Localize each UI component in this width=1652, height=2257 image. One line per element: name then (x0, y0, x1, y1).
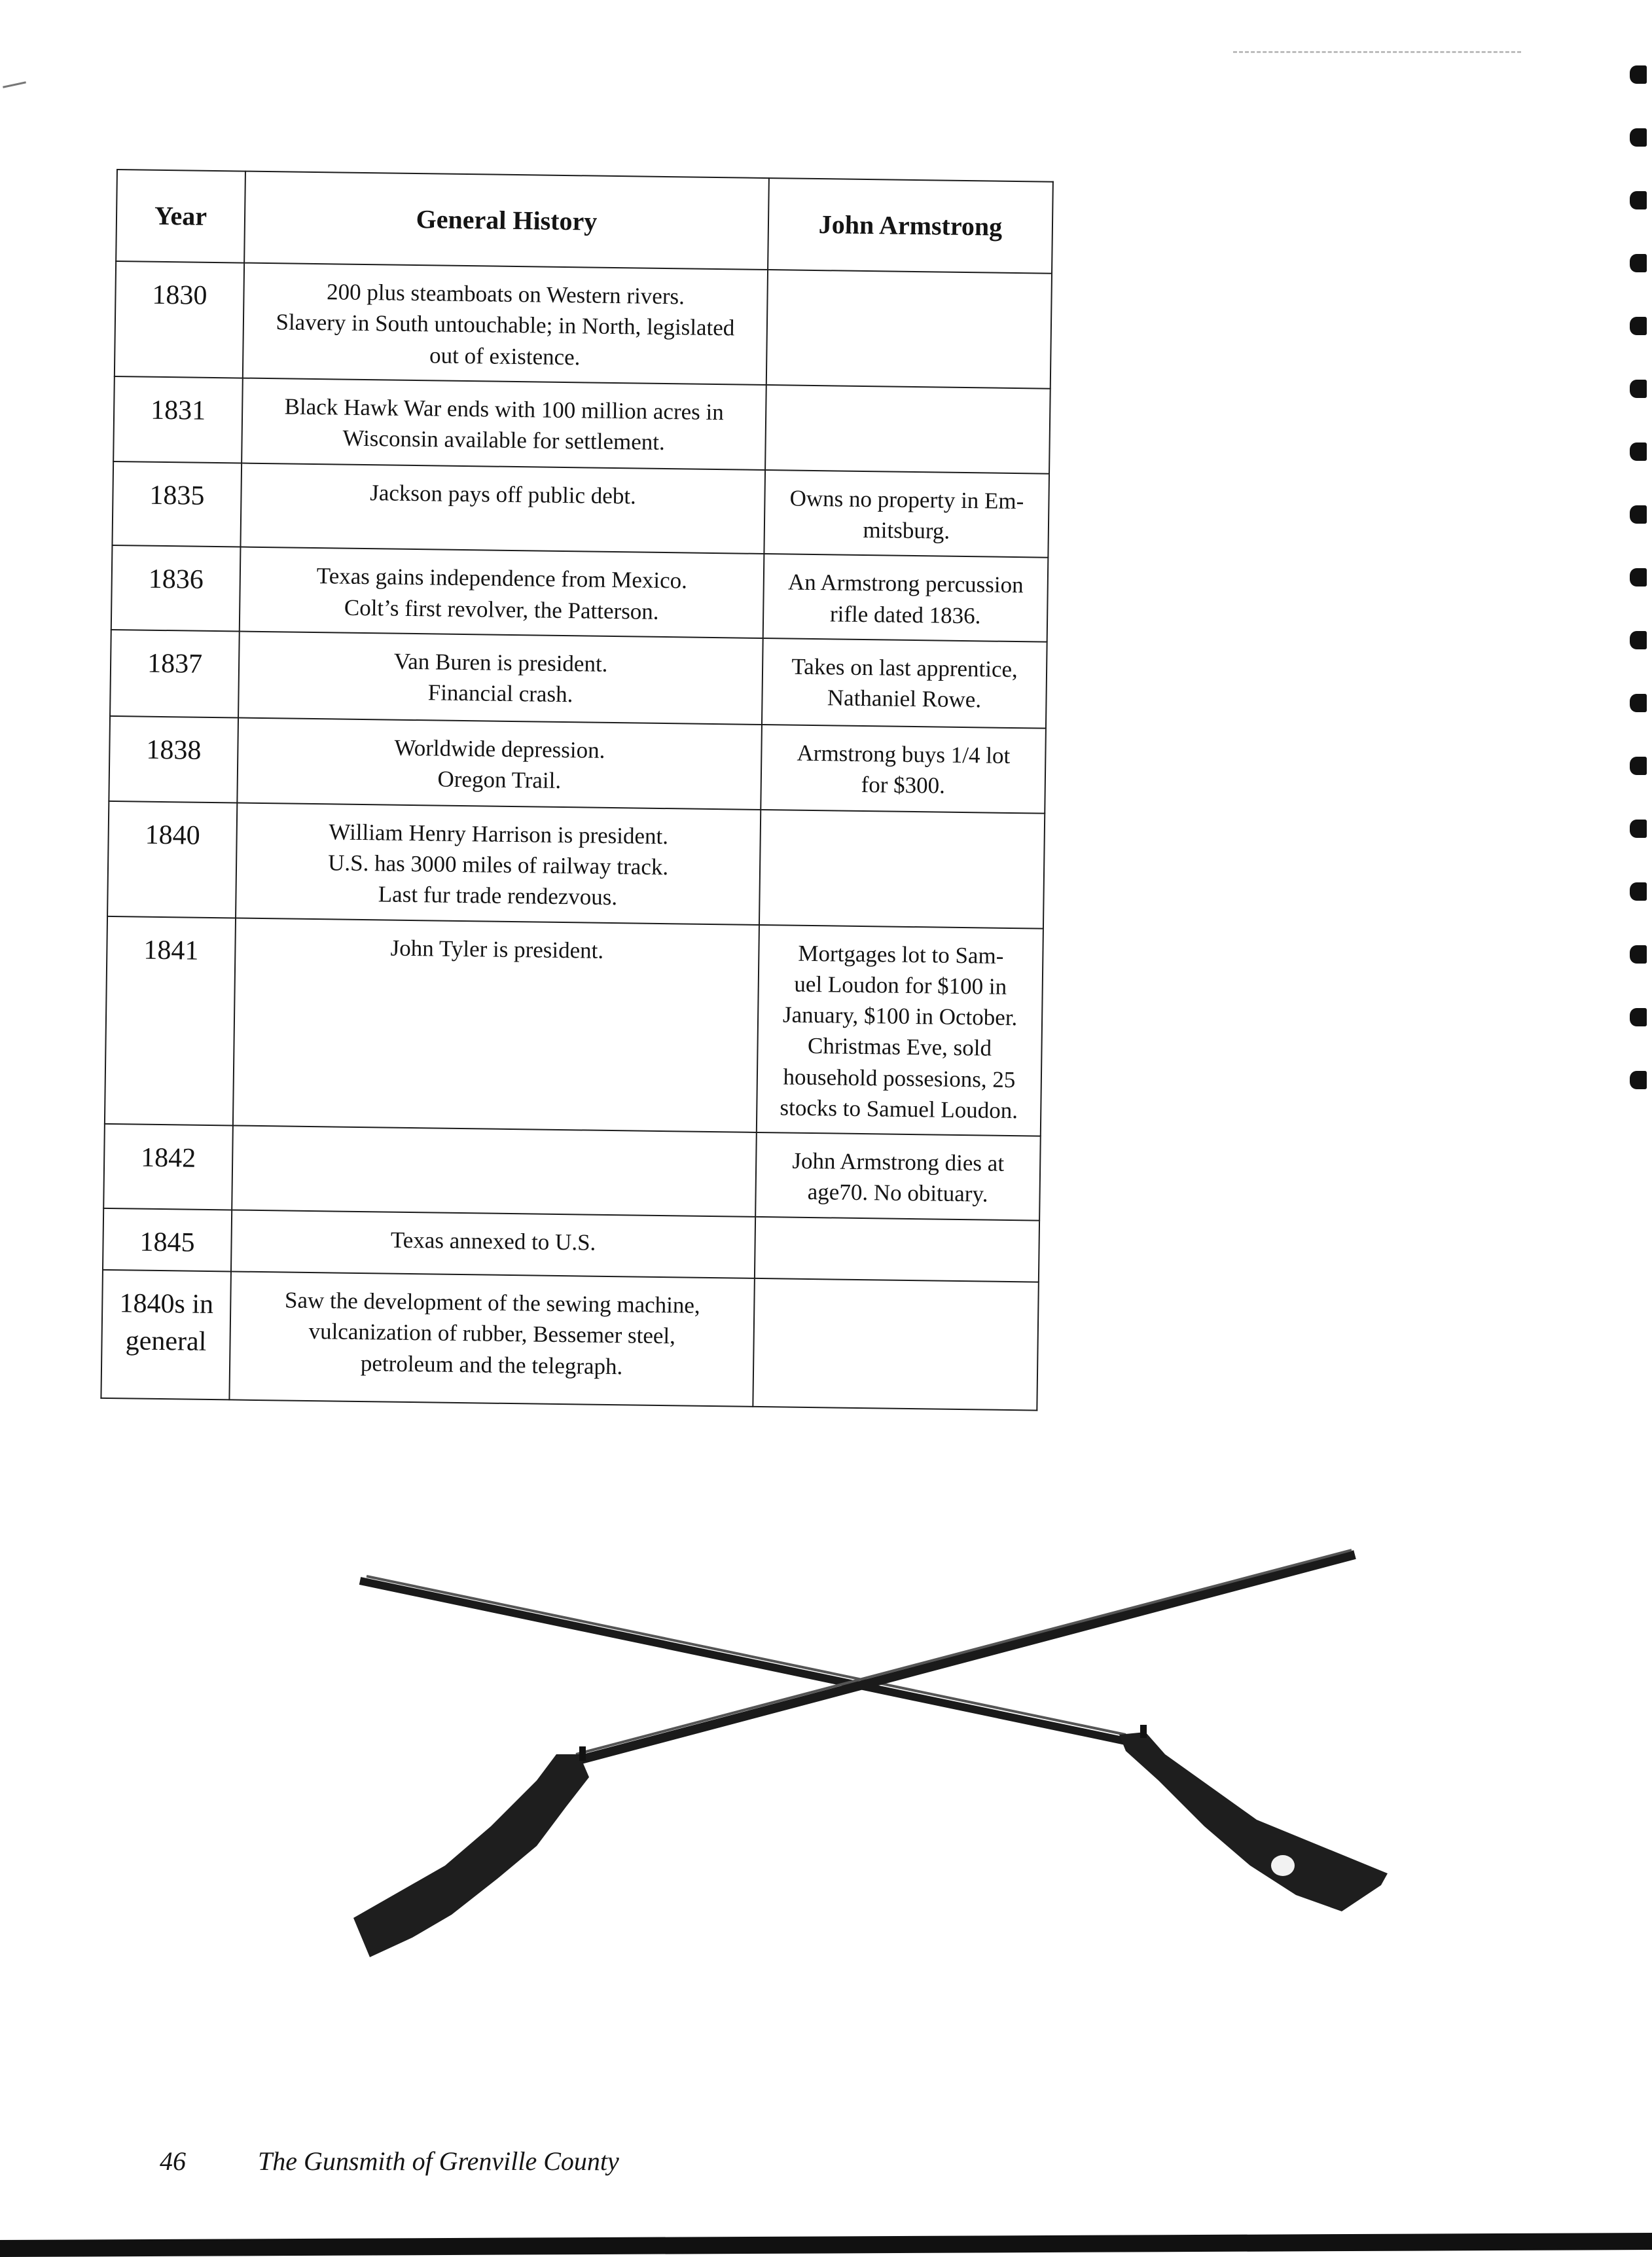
year-cell: 1840 (107, 801, 237, 918)
year-cell: 1840s in general (101, 1270, 231, 1400)
year-cell: 1845 (103, 1208, 232, 1271)
general-history-cell (240, 547, 764, 638)
year-cell: 1837 (110, 630, 240, 718)
john-armstrong-cell (764, 470, 1049, 558)
binder-hole-mark (1630, 945, 1647, 964)
binder-hole-mark (1630, 1008, 1647, 1026)
cell-text-line: uel Loudon for $100 in (794, 971, 1007, 1000)
header-year: Year (116, 170, 245, 263)
cell-text-line: Jackson pays off public debt. (369, 479, 637, 509)
john-armstrong-cell (763, 554, 1049, 641)
cell-text-line: Black Hawk War ends with 100 million acres in (284, 393, 725, 425)
cell-text-line: petroleum and the telegraph. (360, 1350, 623, 1379)
scan-artifact-top (1233, 51, 1521, 56)
binder-hole-mark (1630, 65, 1647, 84)
john-armstrong-cell (759, 810, 1045, 928)
general-history-cell (236, 803, 761, 924)
cell-text-line: age70. No obituary. (807, 1179, 988, 1207)
table-header-row (116, 170, 1053, 274)
general-history-cell (242, 378, 766, 469)
crossed-rifles-illustration (340, 1538, 1388, 1996)
binder-hole-mark (1630, 631, 1647, 649)
general-history-cell (240, 463, 765, 554)
table-row (107, 801, 1045, 928)
year-cell: 1831 (113, 376, 243, 463)
john-armstrong-cell (753, 1278, 1039, 1411)
year-cell: 1838 (109, 716, 238, 803)
john-armstrong-cell (757, 924, 1043, 1136)
binder-hole-mark (1630, 505, 1647, 524)
binder-hole-mark (1630, 757, 1647, 775)
cell-text-line: for $300. (861, 771, 946, 799)
cell-text-line: Nathaniel Rowe. (827, 685, 982, 713)
cell-text-line: Colt’s first revolver, the Patterson. (344, 594, 659, 624)
cell-text-line: Financial crash. (427, 679, 573, 708)
general-history-cell (233, 918, 759, 1132)
table-row (115, 261, 1052, 388)
cell-text-line: Mortgages lot to Sam- (798, 940, 1004, 969)
table-row (113, 376, 1050, 474)
binder-hole-mark (1630, 128, 1647, 147)
general-history-cell (238, 631, 763, 724)
cell-text-line: Texas gains independence from Mexico. (316, 563, 688, 594)
cell-text-line: January, $100 in October. (782, 1002, 1018, 1031)
table-row (105, 916, 1043, 1136)
cell-text-line: Worldwide depression. (394, 734, 605, 763)
year-cell: 1830 (115, 261, 244, 378)
cell-text-line: Owns no property in Em- (789, 485, 1024, 514)
cell-text-line: Armstrong buys 1/4 lot (797, 740, 1011, 768)
cell-text-line: Takes on last apprentice, (791, 653, 1018, 682)
page-number: 46 (160, 2146, 186, 2176)
table-row (103, 1124, 1041, 1220)
year-cell: 1835 (112, 461, 242, 547)
binder-hole-mark (1630, 882, 1647, 901)
binder-holes (1613, 39, 1652, 1152)
page-footer (160, 2146, 619, 2176)
binder-hole-mark (1630, 1071, 1647, 1089)
general-history-cell (237, 717, 762, 809)
cell-text-line: 200 plus steamboats on Western rivers. (326, 279, 685, 310)
general-history-cell (229, 1272, 754, 1407)
scan-bottom-edge (0, 2233, 1652, 2257)
timeline-table (100, 169, 1053, 1411)
binder-hole-mark (1630, 317, 1647, 335)
cell-text-line: Oregon Trail. (437, 766, 562, 793)
table-row (112, 461, 1049, 558)
header-john-armstrong: John Armstrong (768, 178, 1053, 274)
general-history-cell (231, 1210, 755, 1278)
cell-text-line: rifle dated 1836. (829, 600, 981, 628)
book-title: The Gunsmith of Grenville County (258, 2146, 619, 2176)
cell-text-line: William Henry Harrison is president. (329, 819, 669, 849)
timeline-table-container (100, 169, 1052, 1411)
cell-text-line: Texas annexed to U.S. (390, 1227, 596, 1255)
binder-hole-mark (1630, 380, 1647, 398)
cell-text-line: John Tyler is president. (390, 935, 604, 964)
cell-text-line: Van Buren is president. (393, 648, 608, 677)
table-row (101, 1270, 1038, 1411)
year-cell: 1841 (105, 916, 236, 1125)
general-history-cell (243, 263, 768, 385)
john-armstrong-cell (762, 638, 1047, 729)
john-armstrong-cell (755, 1216, 1039, 1282)
table-row (103, 1208, 1039, 1282)
john-armstrong-cell (765, 385, 1050, 474)
cell-text-line: Wisconsin available for settlement. (342, 425, 666, 456)
table-row (111, 545, 1049, 641)
binder-hole-mark (1630, 254, 1647, 272)
cell-text-line: Last fur trade rendezvous. (378, 881, 618, 911)
binder-hole-mark (1630, 568, 1647, 587)
cell-text-line: mitsburg. (863, 516, 950, 544)
john-armstrong-cell (761, 725, 1046, 814)
header-general-history: General History (244, 172, 769, 270)
john-armstrong-cell (755, 1132, 1041, 1220)
cell-text-line: Saw the development of the sewing machine, (284, 1287, 700, 1319)
table-body (101, 261, 1052, 1411)
scan-artifact-corner (3, 81, 26, 88)
cell-text-line: U.S. has 3000 miles of railway track. (327, 850, 669, 880)
table-row (110, 630, 1047, 729)
year-cell: 1836 (111, 545, 241, 631)
general-history-cell (232, 1125, 757, 1216)
cell-text-line: vulcanization of rubber, Bessemer steel, (308, 1318, 676, 1349)
binder-hole-mark (1630, 820, 1647, 838)
binder-hole-mark (1630, 694, 1647, 712)
binder-hole-mark (1630, 191, 1647, 209)
cell-text-line: Slavery in South untouchable; in North, legislated (276, 309, 735, 341)
year-cell: 1842 (103, 1124, 233, 1210)
binder-hole-mark (1630, 442, 1647, 461)
cell-text-line: out of existence. (429, 342, 581, 370)
cell-text-line: household possesions, 25 (783, 1063, 1016, 1092)
cell-text-line: An Armstrong percussion (787, 569, 1024, 598)
cell-text-line: John Armstrong dies at (792, 1147, 1005, 1176)
john-armstrong-cell (766, 270, 1052, 388)
table-row (109, 716, 1046, 814)
cell-text-line: stocks to Samuel Loudon. (780, 1094, 1018, 1123)
cell-text-line: Christmas Eve, sold (807, 1033, 992, 1061)
